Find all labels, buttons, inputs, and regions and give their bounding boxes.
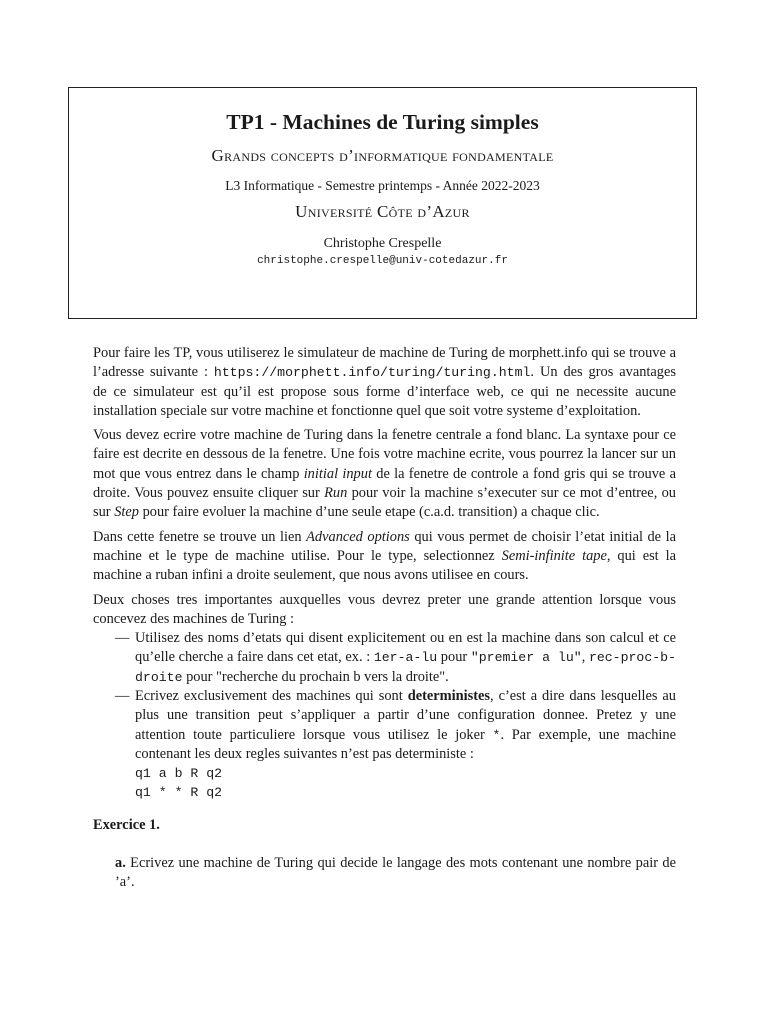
- text: Vous devez ecrire votre machine de Turing dans la fenetre centrale a fond blanc. La syntaxe pour ce faire est decrite en dessous de la fenetre. Une fois votre machine ecrite, vous pourrez la lancer sur un mot que vous entrez dans le champ: [93, 427, 676, 482]
- text: . Un des gros avantages de ce simulateur est qu’il est propose sous forme d’interface web, ce qui ne necessite aucune installation speciale sur votre machine et fonctionne quel que soit votre systeme d’exploitation.: [93, 364, 676, 419]
- rule-1: q1 a b R q2: [135, 766, 223, 782]
- code-snippet: "premier a lu": [470, 650, 582, 666]
- code-snippet: rec-proc-b-droite: [135, 650, 676, 685]
- course-name: Grands concepts d’informatique fondamentale: [211, 146, 554, 165]
- text: pour faire evoluer la machine d’une seule etape (c.a.d. transition) a chaque clic.: [138, 504, 600, 521]
- emphasis: Semi-infinite tape: [501, 547, 607, 564]
- text: Utilisez des noms d’etats qui disent explicitement ou en est la machine dans son calcul et ce qu’elle cherche a faire dans cet etat, ex. :: [135, 630, 676, 666]
- exercise-title: Exercice 1.: [93, 817, 160, 834]
- rule-2: q1 * * R q2: [135, 785, 223, 801]
- exercise-question-a: [93, 854, 676, 893]
- paragraph-intro: [93, 344, 676, 421]
- text: pour "recherche du prochain b vers la droite".: [182, 668, 449, 685]
- simulator-url: https://morphett.info/turing/turing.html: [213, 365, 531, 381]
- emphasis: initial input: [303, 465, 372, 482]
- advice-list: [93, 629, 676, 802]
- text: de la fenetre de controle a fond gris qui se trouve a droite. Vous pouvez ensuite cliquer sur: [93, 465, 676, 502]
- author-name: Christophe Crespelle: [323, 236, 442, 251]
- code-snippet: 1er-a-lu: [373, 650, 438, 666]
- paragraph-usage: [93, 426, 676, 522]
- text: Ecrivez exclusivement des machines qui sont: [135, 688, 408, 705]
- text: , c’est a dire dans lesquelles au plus une transition peut s’appliquer a partir d’une configuration donnee. Pretez y une attention toute particuliere lorsque vous utilisez le joker: [135, 688, 676, 743]
- document-title: TP1 - Machines de Turing simples: [226, 110, 539, 134]
- title-block: [68, 87, 697, 319]
- text: pour: [437, 649, 471, 666]
- list-item: [115, 687, 676, 802]
- document-body: [93, 344, 676, 892]
- text: . Par exemple, une machine contenant les deux regles suivantes n’est pas deterministe :: [135, 726, 676, 762]
- bold-term: deterministes: [407, 688, 491, 705]
- emphasis: Run: [324, 485, 348, 502]
- paragraph-important: Deux choses tres importantes auxquelles vous devrez preter une grande attention lorsque vous concevez des machines de Turing :: [93, 591, 676, 627]
- author-email: christophe.crespelle@univ-cotedazur.fr: [257, 255, 508, 267]
- text: Dans cette fenetre se trouve un lien: [93, 528, 307, 545]
- emphasis: Step: [114, 504, 139, 521]
- list-item: [115, 629, 676, 687]
- course-info: L3 Informatique - Semestre printemps - Année 2022-2023: [225, 178, 540, 193]
- question-label: a.: [115, 854, 126, 871]
- emphasis: Advanced options: [306, 528, 410, 545]
- text: pour voir la machine s’executer sur ce mot d’entree, ou sur: [93, 485, 676, 521]
- text: qui vous permet de choisir l’etat initial de la machine et le type de machine utilise. Pour le type, selectionnez: [93, 528, 676, 564]
- question-text: Ecrivez une machine de Turing qui decide le langage des mots contenant une nombre pair de ’a’.: [115, 854, 676, 890]
- code-snippet: *: [492, 727, 501, 743]
- paragraph-options: [93, 528, 676, 586]
- university-name: Université Côte d’Azur: [295, 202, 470, 221]
- text: ,: [581, 649, 589, 666]
- text: Pour faire les TP, vous utiliserez le simulateur de machine de Turing de morphett.info qui se trouve a l’adresse suivante :: [93, 345, 676, 381]
- text: , qui est la machine a ruban infini a droite seulement, que nous avons utilisee en cours.: [93, 547, 676, 584]
